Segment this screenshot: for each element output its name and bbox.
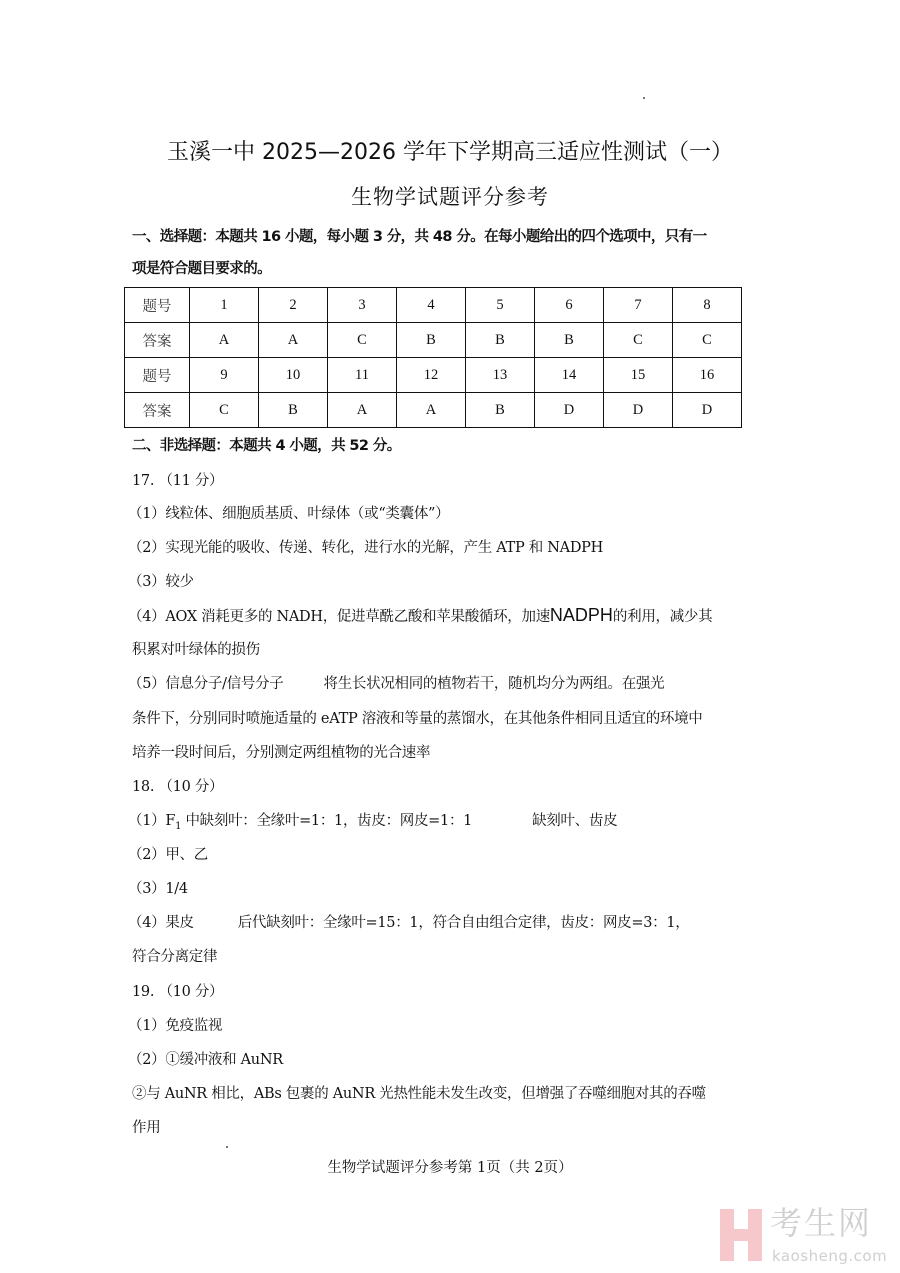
- row-label: 答案: [125, 393, 190, 428]
- q18-answer-1-part1: 中缺刻叶：全缘叶=1：1，齿皮：网皮=1：1: [181, 813, 473, 829]
- q17-answer-5-part1: （5）信息分子/信号分子: [128, 676, 284, 692]
- q18-answer-1: [128, 811, 752, 831]
- q17-answer-5-line2: 条件下，分别同时喷施适量的 eATP 溶液和等量的蒸馏水，在其他条件相同且适宜的环境中: [132, 711, 703, 727]
- answer-cell: B: [535, 323, 604, 358]
- answer-cell: B: [397, 323, 466, 358]
- q18-answer-2: （2）甲、乙: [128, 847, 208, 863]
- row-label: 题号: [125, 358, 190, 393]
- q17-answer-1: （1）线粒体、细胞质基质、叶绿体（或“类囊体”）: [128, 506, 450, 522]
- q17-answer-4: [128, 605, 752, 625]
- q18-answer-4-line2: 符合分离定律: [132, 949, 218, 965]
- watermark: [720, 1205, 895, 1269]
- answer-cell: C: [328, 323, 397, 358]
- question-number: 12: [397, 358, 466, 393]
- stray-dot: [643, 97, 645, 99]
- q17-answer-5-line3: 培养一段时间后，分别测定两组植物的光合速率: [132, 745, 431, 761]
- question-number: 15: [604, 358, 673, 393]
- q17-title: 17. （11 分）: [132, 473, 224, 489]
- q19-answer-2b: ②与 AuNR 相比，ABs 包裹的 AuNR 光热性能未发生改变，但增强了吞噬细胞对其的吞噬: [132, 1086, 706, 1102]
- question-number: 16: [673, 358, 742, 393]
- table-row-numbers: [125, 288, 742, 323]
- q17-answer-5-part2: 将生长状况相同的植物若干，随机均分为两组。在强光: [323, 676, 665, 692]
- answer-cell: A: [397, 393, 466, 428]
- stray-dot: [226, 1146, 228, 1148]
- document-subtitle: 生物学试题评分参考: [351, 185, 549, 209]
- q18-answer-4-part1: （4）果皮: [128, 915, 194, 931]
- question-number: 5: [466, 288, 535, 323]
- question-number: 13: [466, 358, 535, 393]
- question-number: 2: [259, 288, 328, 323]
- question-number: 9: [190, 358, 259, 393]
- section1-heading-cont: 项是符合题目要求的。: [132, 261, 271, 277]
- answer-cell: D: [673, 393, 742, 428]
- table-row-answers: [125, 323, 742, 358]
- q19-title: 19. （10 分）: [132, 984, 224, 1000]
- table-row-numbers: [125, 358, 742, 393]
- q19-answer-2b-line2: 作用: [132, 1120, 161, 1136]
- q19-answer-1: （1）免疫监视: [128, 1018, 223, 1034]
- answer-cell: A: [190, 323, 259, 358]
- watermark-logo-icon: [720, 1209, 762, 1261]
- answer-cell: A: [259, 323, 328, 358]
- question-number: 11: [328, 358, 397, 393]
- answer-cell: D: [535, 393, 604, 428]
- answer-cell: A: [328, 393, 397, 428]
- question-number: 7: [604, 288, 673, 323]
- nadph-term: NADPH: [549, 605, 613, 625]
- q18-answer-4-part2: 后代缺刻叶：全缘叶=15：1，符合自由组合定律，齿皮：网皮=3：1，: [237, 915, 690, 931]
- q18-title: 18. （10 分）: [132, 779, 224, 795]
- q17-answer-4-text-cont: 的利用，减少其: [612, 609, 713, 625]
- question-number: 6: [535, 288, 604, 323]
- q18-answer-1-part2: 缺刻叶、齿皮: [532, 813, 618, 829]
- section1-heading: 一、选择题：本题共 16 小题，每小题 3 分，共 48 分。在每小题给出的四个选项中，只有一: [132, 229, 707, 245]
- question-number: 14: [535, 358, 604, 393]
- row-label: 题号: [125, 288, 190, 323]
- section2-heading: 二、非选择题：本题共 4 小题，共 52 分。: [132, 438, 401, 454]
- q17-answer-2: （2）实现光能的吸收、传递、转化，进行水的光解，产生 ATP 和 NADPH: [128, 540, 603, 556]
- answer-cell: C: [604, 323, 673, 358]
- page-footer: 生物学试题评分参考第 1页（共 2页）: [327, 1160, 573, 1176]
- question-number: 1: [190, 288, 259, 323]
- watermark-name: 考生网: [770, 1204, 873, 1242]
- answer-cell: B: [466, 323, 535, 358]
- question-number: 8: [673, 288, 742, 323]
- q18-answer-1-prefix: （1）F: [128, 813, 176, 829]
- watermark-url: kaosheng.com: [772, 1247, 888, 1265]
- q17-answer-5: [128, 674, 752, 694]
- answer-cell: B: [259, 393, 328, 428]
- answer-cell: D: [604, 393, 673, 428]
- answer-cell: C: [190, 393, 259, 428]
- row-label: 答案: [125, 323, 190, 358]
- question-number: 10: [259, 358, 328, 393]
- answer-cell: B: [466, 393, 535, 428]
- question-number: 3: [328, 288, 397, 323]
- document-title: 玉溪一中 2025—2026 学年下学期高三适应性测试（一）: [167, 140, 733, 165]
- answer-table: [124, 287, 742, 428]
- subscript: 1: [175, 820, 182, 832]
- question-number: 4: [397, 288, 466, 323]
- answer-cell: C: [673, 323, 742, 358]
- table-row-answers: [125, 393, 742, 428]
- q18-answer-4: [128, 913, 752, 933]
- q17-answer-4-line2: 积累对叶绿体的损伤: [132, 642, 260, 658]
- q19-answer-2: （2）①缓冲液和 AuNR: [128, 1052, 283, 1068]
- q17-answer-4-text: （4）AOX 消耗更多的 NADH，促进草酰乙酸和苹果酸循环，加速: [128, 609, 550, 625]
- q18-answer-3: （3）1/4: [128, 881, 188, 897]
- q17-answer-3: （3）较少: [128, 574, 194, 590]
